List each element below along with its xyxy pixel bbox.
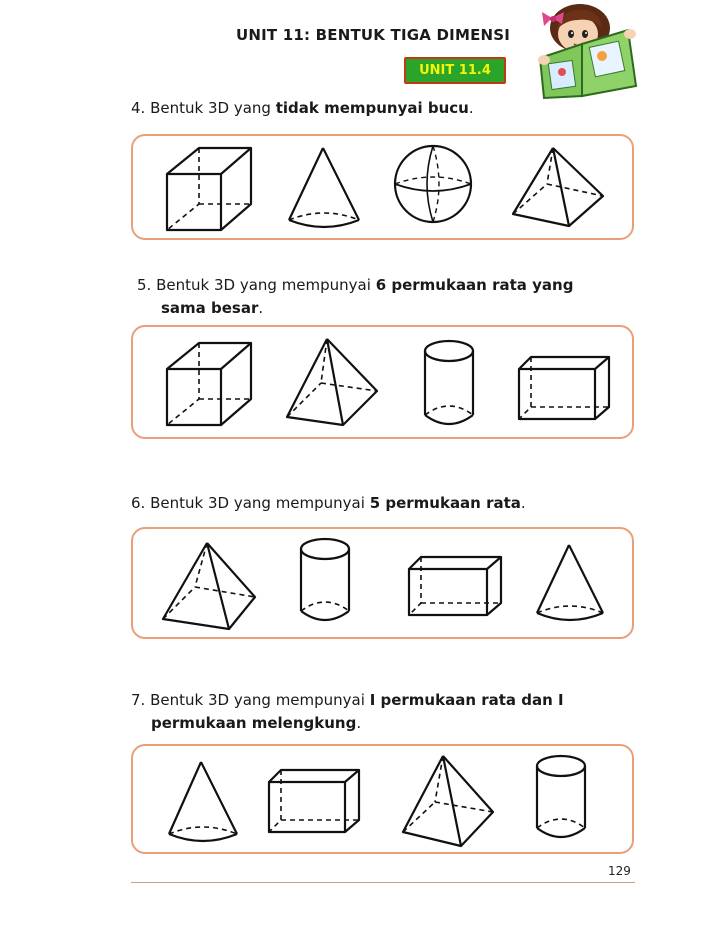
footer-divider bbox=[131, 882, 635, 883]
question-number: 4. bbox=[131, 99, 146, 117]
cuboid-icon[interactable] bbox=[409, 557, 501, 615]
cuboid-icon[interactable] bbox=[269, 770, 359, 832]
cylinder-icon[interactable] bbox=[537, 756, 585, 837]
unit-badge: UNIT 11.4 bbox=[404, 57, 506, 84]
cube-icon[interactable] bbox=[167, 148, 251, 230]
page-number: 129 bbox=[608, 864, 631, 878]
question-punct: . bbox=[468, 99, 474, 117]
cylinder-icon[interactable] bbox=[301, 539, 349, 620]
pyramid-icon[interactable] bbox=[163, 543, 255, 629]
question-number: 5. bbox=[137, 276, 152, 294]
question-number: 7. bbox=[131, 691, 146, 709]
question-text: Bentuk 3D yang mempunyai bbox=[150, 691, 370, 709]
answer-panel-7 bbox=[131, 744, 634, 854]
answer-panel-6 bbox=[131, 527, 634, 639]
question-text: Bentuk 3D yang mempunyai bbox=[150, 494, 370, 512]
sphere-icon[interactable] bbox=[395, 146, 471, 222]
question-5 bbox=[137, 274, 573, 320]
cone-icon[interactable] bbox=[169, 762, 237, 841]
question-text: Bentuk 3D yang mempunyai bbox=[156, 276, 376, 294]
question-keyword: permukaan melengkung bbox=[151, 714, 357, 732]
question-punct: . bbox=[258, 299, 264, 317]
answer-panel-5 bbox=[131, 325, 634, 439]
question-keyword: 5 permukaan rata bbox=[369, 494, 521, 512]
question-keyword: I permukaan rata dan I bbox=[369, 691, 564, 709]
cone-icon[interactable] bbox=[537, 545, 603, 620]
pyramid-icon[interactable] bbox=[403, 756, 493, 846]
question-keyword: sama besar bbox=[161, 299, 259, 317]
girl-reading-icon bbox=[532, 0, 652, 100]
question-6 bbox=[131, 492, 526, 515]
answer-panel-4 bbox=[131, 134, 634, 240]
question-4 bbox=[131, 97, 474, 120]
cube-icon[interactable] bbox=[167, 343, 251, 425]
pyramid-icon[interactable] bbox=[287, 339, 377, 425]
question-punct: . bbox=[356, 714, 362, 732]
question-text: Bentuk 3D yang bbox=[150, 99, 276, 117]
pyramid-icon[interactable] bbox=[513, 148, 603, 226]
cylinder-icon[interactable] bbox=[425, 341, 473, 424]
question-keyword: 6 permukaan rata yang bbox=[375, 276, 574, 294]
question-number: 6. bbox=[131, 494, 146, 512]
cone-icon[interactable] bbox=[289, 148, 359, 227]
question-7 bbox=[131, 689, 564, 735]
cuboid-icon[interactable] bbox=[519, 357, 609, 419]
question-punct: . bbox=[520, 494, 526, 512]
question-keyword: tidak mempunyai bucu bbox=[275, 99, 469, 117]
unit-title: UNIT 11: BENTUK TIGA DIMENSI bbox=[236, 26, 511, 44]
